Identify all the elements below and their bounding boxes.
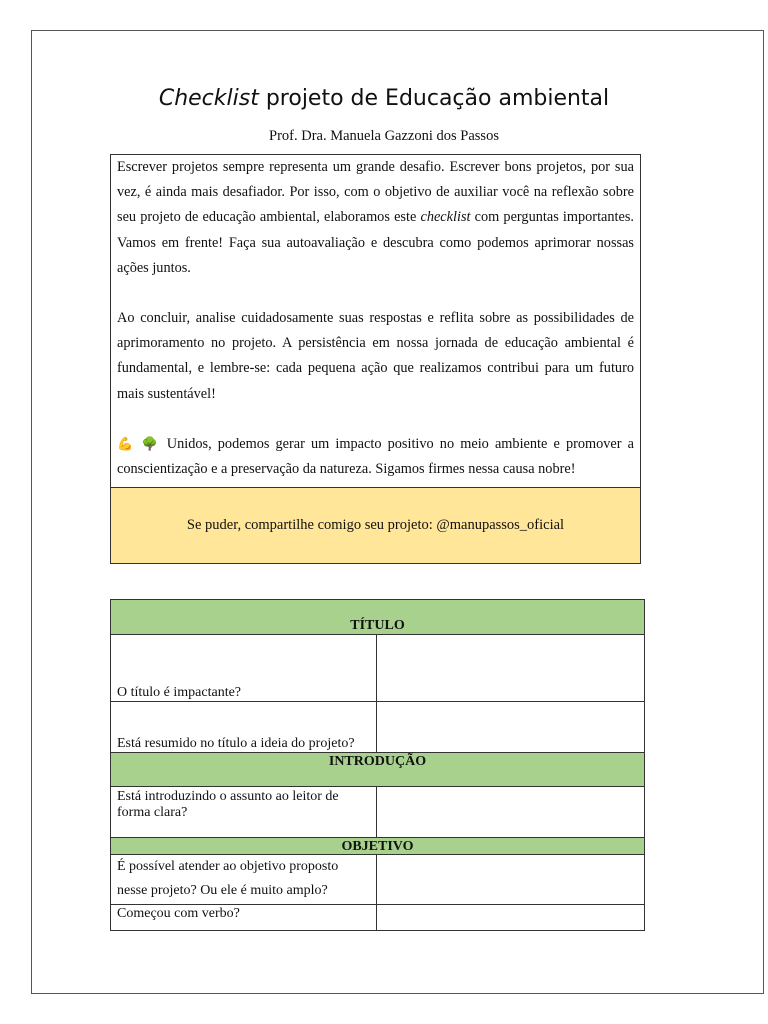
section-header-objetivo: OBJETIVO xyxy=(111,838,645,855)
tree-icon: 🌳 xyxy=(141,436,161,452)
question-cell: Está introduzindo o assunto ao leitor de forma clara? xyxy=(111,787,377,838)
answer-cell[interactable] xyxy=(377,787,645,838)
intro-p1-text-b: com perguntas importantes. Vamos em frente! Faça sua autoavaliação e descubra como podemos aprimorar nossas ações juntos. xyxy=(117,209,634,276)
table-row xyxy=(111,635,645,702)
table-row xyxy=(111,905,645,931)
title-italic: Checklist xyxy=(158,86,259,111)
answer-cell[interactable] xyxy=(377,635,645,702)
document-title xyxy=(0,86,768,111)
section-header-introducao: INTRODUÇÃO xyxy=(111,753,645,787)
answer-cell[interactable] xyxy=(377,905,645,931)
answer-cell[interactable] xyxy=(377,855,645,905)
author-line: Prof. Dra. Manuela Gazzoni dos Passos xyxy=(269,128,499,144)
question-cell: Começou com verbo? xyxy=(111,905,377,931)
question-cell: O título é impactante? xyxy=(111,635,377,702)
question-cell: É possível atender ao objetivo proposto nesse projeto? Ou ele é muito amplo? xyxy=(111,855,377,905)
title-rest: projeto de Educação ambiental xyxy=(258,86,610,111)
section-header-titulo: TÍTULO xyxy=(111,600,645,635)
table-row xyxy=(111,787,645,838)
intro-paragraph-3 xyxy=(117,432,634,482)
section-row-titulo xyxy=(111,600,645,635)
intro-p3-text: Unidos, podemos gerar um impacto positivo no meio ambiente e promover a conscientização e a preservação da natureza. Sigamos firmes nessa causa nobre! xyxy=(117,435,635,478)
share-box xyxy=(110,487,641,564)
intro-paragraph-2: Ao concluir, analise cuidadosamente suas respostas e reflita sobre as possibilidades de aprimoramento no projeto. A persistência em nossa jornada de educação ambiental é fundamental, e lembre-se: cada pequena ação que realizamos contribui para um futuro mais sustentável! xyxy=(117,310,634,402)
checklist-table xyxy=(110,599,645,931)
share-text: Se puder, compartilhe comigo seu projeto: @manupassos_oficial xyxy=(186,517,565,533)
section-row-objetivo xyxy=(111,838,645,855)
intro-p1-text-a: Escrever projetos sempre representa um grande desafio. Escrever bons projetos, por sua vez, é ainda mais desafiador. Por isso, com o objetivo de auxiliar você na reflexão sobre seu projeto de educação ambiental, elaboramos este xyxy=(117,159,634,226)
flexed-arm-icon: 💪 xyxy=(117,436,136,452)
intro-box xyxy=(110,154,641,488)
table-row xyxy=(111,702,645,753)
answer-cell[interactable] xyxy=(377,702,645,753)
table-row xyxy=(111,855,645,905)
intro-paragraph-1 xyxy=(117,155,634,281)
section-row-introducao xyxy=(111,753,645,787)
intro-p1-checklist: checklist xyxy=(420,209,471,226)
question-cell: Está resumido no título a ideia do projeto? xyxy=(111,702,377,753)
